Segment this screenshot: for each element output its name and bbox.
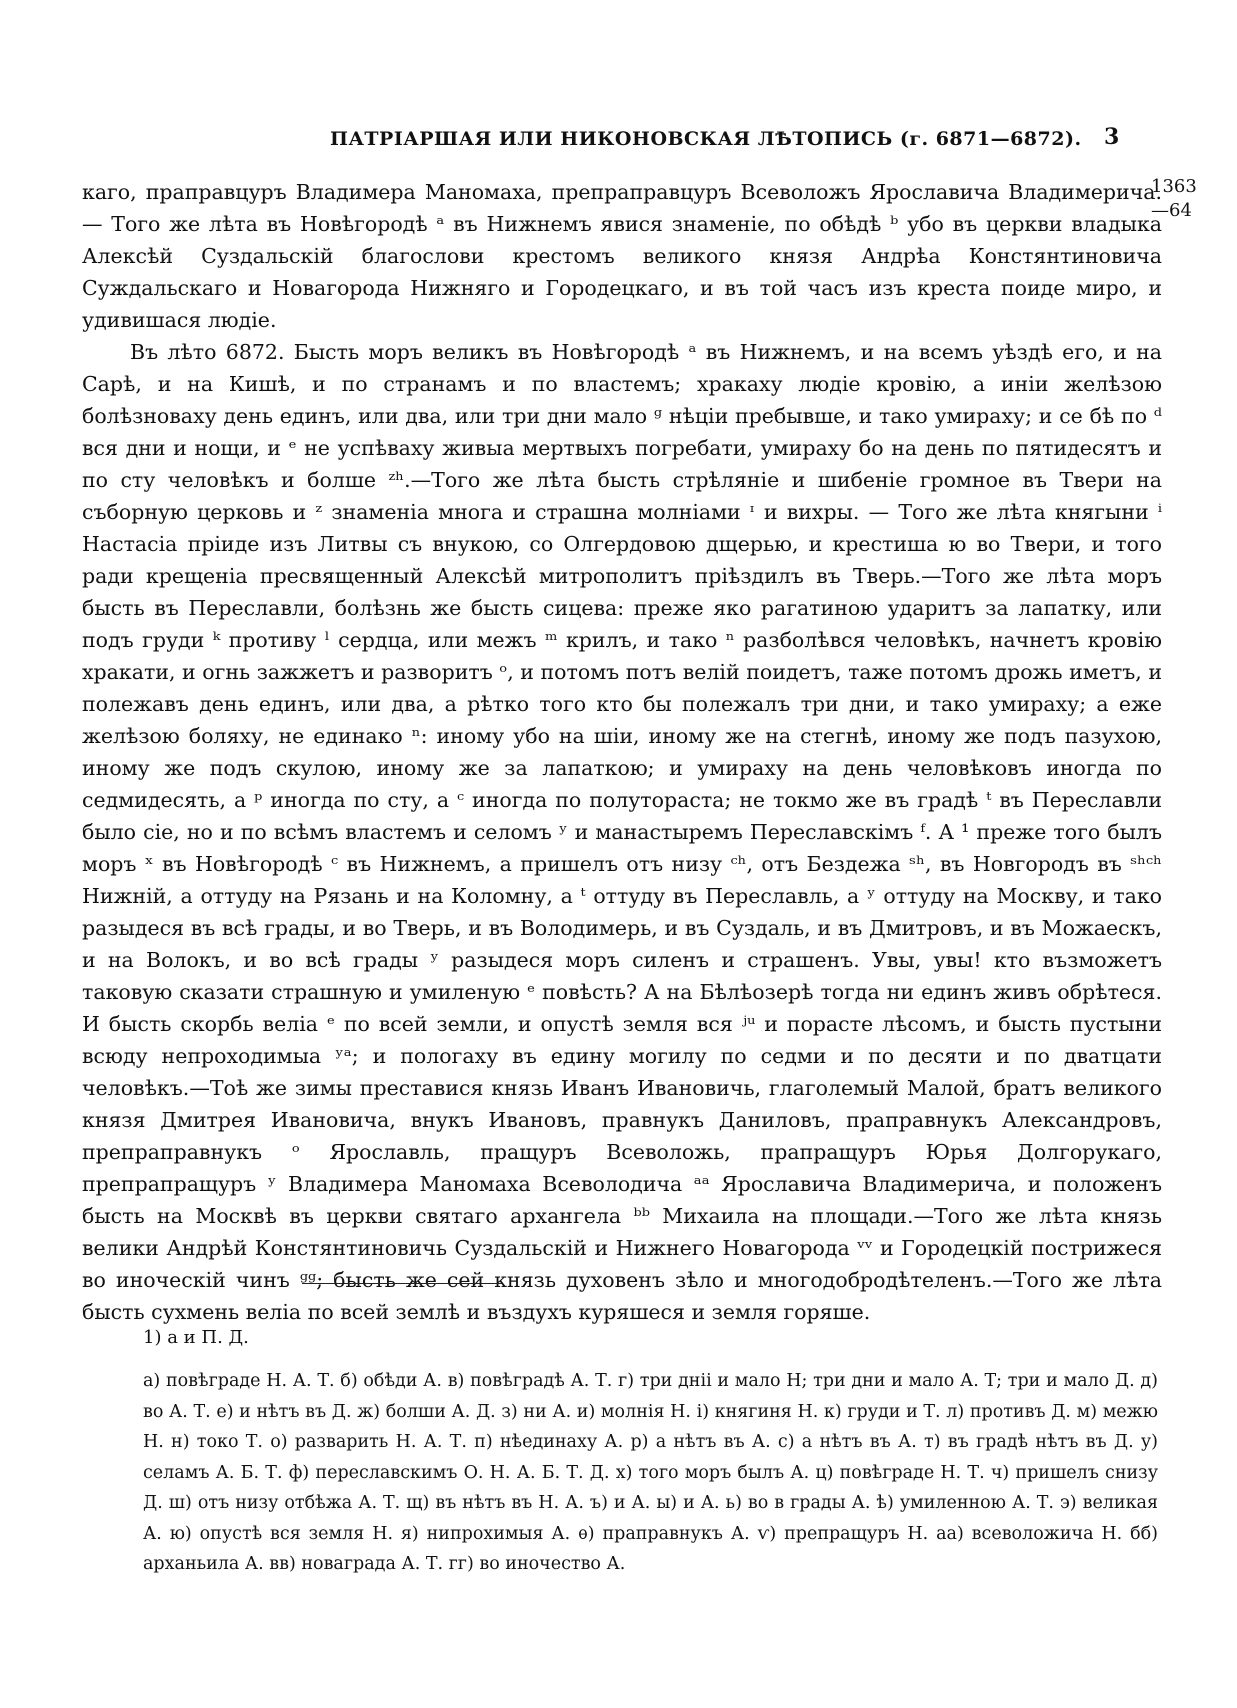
variant-readings: а) повѣграде Н. А. Т. б) обѣди А. в) повѣградѣ А. Т. г) три дніі и мало Н; три дни и мало А. Т; три и мало Д. д) во А. Т. е) и нѣтъ въ Д. ж) болши А. Д. з) ни А. и) молнія Н. і) княгиня Н. к) груди и Т. л) противъ Д. м) межю Н. н) токо Т. о) разварить Н. А. Т. п) нѣединаху А. р) а нѣтъ въ А. с) а нѣтъ въ А. т) въ градѣ нѣтъ въ Д. у) селамъ А. Б. Т. ф) переславскимъ О. Н. А. Б. Т. Д. х) того моръ былъ А. ц) повѣграде Н. Т. ч) пришелъ снизу Д. ш) отъ низу отбѣжа А. Т. щ) въ нѣтъ въ Н. А. ъ) и А. ы) и А. ь) во в грады А. ѣ) умиленною А. Т. э) великая А. ю) опустѣ вся земля Н. я) нипрохимыя А. ѳ) праправнукъ А. ѵ) препращуръ Н. аа) всеволожича Н. бб) арханьила А. вв) новаграда А. Т. гг) во иночество А. bbox=[143, 1371, 1158, 1574]
paragraph: Въ лѣто 6872. Бысть моръ великъ въ Новѣгородѣ ᵃ въ Нижнемъ, и на всемъ уѣздѣ его, и на Сарѣ, и на Кишѣ, и по странамъ и по властемъ; хракаху людіе кровію, а иніи желѣзою болѣзноваху день единъ, или два, или три дни мало ᵍ нѣціи пребывше, и тако умираху; и се бѣ по ᵈ вся дни и нощи, и ᵉ не успѣваху живыа мертвыхъ погребати, умираху бо на день по пятидесятъ и по сту человѣкъ и болше ᶻʰ.—Того же лѣта бысть стрѣляніе и шибеніе громное въ Твери на съборную церковь и ᶻ знаменіа многа и страшна молніами ᶦ и вихры. — Того же лѣта княгыни ⁱ Настасіа пріиде изъ Литвы съ внукою, со Олгердовою дщерью, и крестиша ю во Твери, и того ради крещеніа пресвященный Алексѣй митрополитъ пріѣздилъ въ Тверь.—Того же лѣта моръ бысть въ Переславли, болѣзнь же бысть сицева: преже яко рагатиною ударитъ за лапатку, или подъ груди ᵏ противу ˡ сердца, или межъ ᵐ крилъ, и тако ⁿ разболѣвся человѣкъ, начнетъ кровію хракати, и огнь зажжетъ и разворитъ ᵒ, и потомъ потъ велій поидетъ, таже потомъ дрожь иметъ, и полежавъ день единъ, или два, а рѣтко того кто бы полежалъ три дни, и тако умираху; а еже желѣзою боляху, не единако ⁿ: иному убо на шіи, иному же на стегнѣ, иному же подъ пазухою, иному же подъ скулою, иному же за лапаткою; и умираху на день человѣковъ иногда по седмидесять, а ᵖ иногда по сту, а ᶜ иногда по полутораста; не токмо же въ градѣ ᵗ въ Переславли было сіе, но и по всѣмъ властемъ и селомъ ʸ и манастыремъ Переславскімъ ᶠ. А ¹ преже того былъ моръ ˣ въ Новѣгородѣ ᶜ въ Нижнемъ, а пришелъ отъ низу ᶜʰ, отъ Бездежа ˢʰ, въ Новгородъ въ ˢʰᶜʰ Нижній, а оттуду на Рязань и на Коломну, а ᵗ оттуду въ Переславль, а ʸ оттуду на Москву, и тако разыдеся въ всѣ грады, и во Тверь, и въ Володимерь, и въ Суздаль, и въ Дмитровъ, и въ Можаескъ, и на Волокъ, и во всѣ грады ʸ разыдеся моръ силенъ и страшенъ. Увы, увы! кто възможетъ таковую сказати страшную и умиленую ᵉ повѣсть? А на Бѣлѣозерѣ тогда ни единъ живъ обрѣтеся. И бысть скорбь веліа ᵉ по всей земли, и опустѣ земля вся ʲᵘ и порасте лѣсомъ, и бысть пустыни всюду непроходимыа ʸᵃ; и пологаху въ едину могилу по седми и по десяти и по дватцати человѣкъ.—Тоѣ же зимы преставися князь Иванъ Ивановичь, глаголемый Малой, братъ великого князя Дмитрея Ивановича, внукъ Ивановъ, правнукъ Даниловъ, праправнукъ Александровъ, препраправнукъ ᵒ Ярославль, пращуръ Всеволожь, прапращуръ Юрья Долгорукаго, препрапращуръ ʸ Владимера Маномаха Всеволодича ᵃᵃ Ярославича Владимерича, и положенъ бысть на Москвѣ въ церкви святаго архангела ᵇᵇ Михаила на площади.—Того же лѣта князь велики Андрѣй Констянтиновичь Суздальскій и Нижнего Новагорода ᵛᵛ и Городецкій пострижеся во иноческій чинъ ᵍᵍ; бысть же сей князь духовенъ зѣло и многодобродѣтеленъ.—Того же лѣта бысть сухмень веліа по всей землѣ и въздухъ куряшеся и земля горяше. bbox=[82, 340, 1162, 1324]
margin-year: 1363 bbox=[1151, 176, 1197, 197]
paragraph: каго, праправцуръ Владимера Маномаха, препраправцуръ Всеволожъ Ярославича Владимерича.— Того же лѣта въ Новѣгородѣ ᵃ въ Нижнемъ явися знаменіе, по обѣдѣ ᵇ убо въ церкви владыка Алексѣй Суздальскій благослови крестомъ великого князя Андрѣа Констянтиновича Суждальскаго и Новагорода Нижняго и Городецкаго, и въ той часъ изъ креста поиде миро, и удивишася людіе. bbox=[82, 180, 1162, 332]
main-text bbox=[82, 176, 1162, 1328]
page-number: 3 bbox=[1104, 124, 1120, 150]
running-header: ПАТРІАРШАЯ ИЛИ НИКОНОВСКАЯ ЛѢТОПИСЬ (г. 6871—6872). bbox=[330, 128, 1082, 150]
footnote: 1) а и П. Д. bbox=[143, 1327, 249, 1348]
margin-year-range: —64 bbox=[1151, 200, 1192, 221]
footnote-divider bbox=[302, 1283, 502, 1284]
